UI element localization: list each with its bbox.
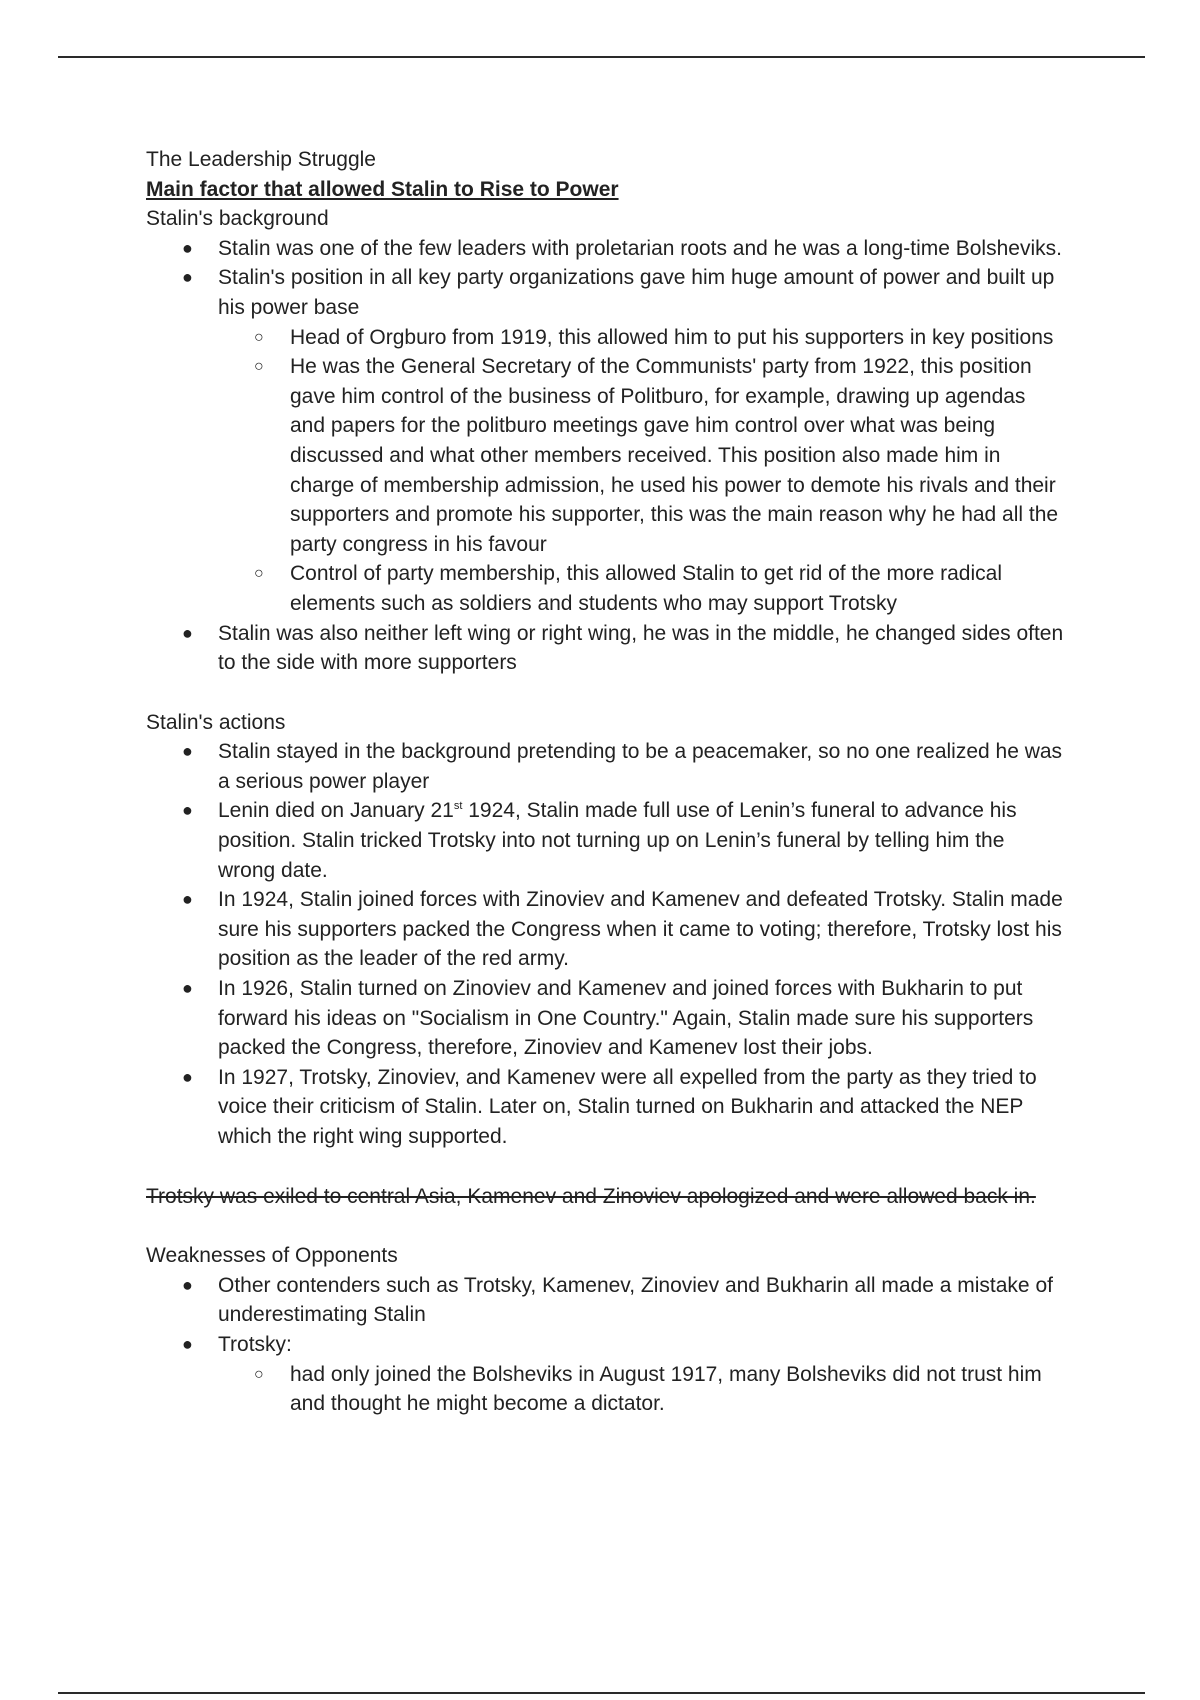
hollow-bullet-icon: ○ [254, 358, 264, 376]
hollow-bullet-icon: ○ [254, 1365, 264, 1383]
section-heading-actions: Stalin's actions [146, 710, 286, 734]
section-heading-weaknesses: Weaknesses of Opponents [146, 1244, 398, 1268]
document-body [146, 145, 1066, 1419]
document-title: The Leadership Struggle [146, 148, 376, 171]
section-heading-background: Stalin's background [146, 207, 329, 231]
list-item: ● Stalin stayed in the background pretending to be a peacemaker, so no one realized he was a serious power player [146, 737, 1066, 796]
bullet-icon: ● [182, 741, 193, 762]
bullet-icon: ● [182, 800, 193, 821]
spacer [146, 1211, 1066, 1241]
list-item: ● Trotsky: ○ had only joined the Bolsheviks in August 1917, many Bolsheviks did not trust him and thought he might become a dictator. [146, 1330, 1066, 1419]
list-item: ● Lenin died on January 21st 1924, Stalin made full use of Lenin’s funeral to advance his position. Stalin tricked Trotsky into not turning up on Lenin’s funeral by telling him the wrong date. [146, 796, 1066, 885]
actions-list [146, 737, 1066, 1151]
bullet-icon: ● [182, 1274, 193, 1295]
bullet-icon: ● [182, 267, 193, 288]
list-item: ● In 1926, Stalin turned on Zinoviev and Kamenev and joined forces with Bukharin to put forward his ideas on "Socialism in One Country." Again, Stalin made sure his supporters packed the Congress, therefore, Zinoviev and Kamenev lost their jobs. [146, 974, 1066, 1063]
bullet-icon: ● [182, 1066, 193, 1087]
list-item: ● Stalin was one of the few leaders with proletarian roots and he was a long-time Bolsheviks. [146, 234, 1066, 264]
bullet-icon: ● [182, 237, 193, 258]
page-footer-rule [58, 1692, 1145, 1694]
sublist-item: ○ had only joined the Bolsheviks in August 1917, many Bolsheviks did not trust him and thought he might become a dictator. [218, 1360, 1066, 1419]
weaknesses-sublist [218, 1360, 1066, 1419]
main-heading: Main factor that allowed Stalin to Rise to Power [146, 177, 619, 201]
bullet-icon: ● [182, 1333, 193, 1354]
bullet-icon: ● [182, 978, 193, 999]
list-item: ● Stalin's position in all key party organizations gave him huge amount of power and built up his power base ○ Head of Orgburo from 1919, this allowed him to put his supporters in key positions ○ He was the General Secretary of the Communists' party from 1922, this position gave him control of the business of Politburo, for example, drawing up agendas and papers for the politburo meetings gave him control over what was being discussed and what other members received. This position also made him in charge of membership admission, he used his power to demote his rivals and their supporters and promote his supporter, this was the main reason why he had all the party congress in his favour ○ Control of party membership, this allowed Stalin to get rid of the more radical elements such as soldiers and students who may support Trotsky [146, 263, 1066, 618]
list-item: ● Other contenders such as Trotsky, Kamenev, Zinoviev and Bukharin all made a mistake of underestimating Stalin [146, 1271, 1066, 1330]
list-item: ● In 1927, Trotsky, Zinoviev, and Kamenev were all expelled from the party as they tried to voice their criticism of Stalin. Later on, Stalin turned on Bukharin and attacked the NEP which the right wing supported. [146, 1063, 1066, 1152]
struck-through-paragraph: Trotsky was exiled to central Asia, Kamenev and Zinoviev apologized and were allowed back in. [146, 1184, 1036, 1208]
page-header-rule [58, 56, 1145, 58]
bullet-icon: ● [182, 889, 193, 910]
sublist-item: ○ Head of Orgburo from 1919, this allowed him to put his supporters in key positions [218, 323, 1066, 353]
sublist-item: ○ Control of party membership, this allowed Stalin to get rid of the more radical elements such as soldiers and students who may support Trotsky [218, 559, 1066, 618]
spacer [146, 1152, 1066, 1182]
weaknesses-list [146, 1271, 1066, 1419]
hollow-bullet-icon: ○ [254, 328, 264, 346]
list-item: ● In 1924, Stalin joined forces with Zinoviev and Kamenev and defeated Trotsky. Stalin made sure his supporters packed the Congress when it came to voting; therefore, Trotsky lost his position as the leader of the red army. [146, 885, 1066, 974]
list-item: ● Stalin was also neither left wing or right wing, he was in the middle, he changed sides often to the side with more supporters [146, 619, 1066, 678]
sublist-item: ○ He was the General Secretary of the Communists' party from 1922, this position gave him control of the business of Politburo, for example, drawing up agendas and papers for the politburo meetings gave him control over what was being discussed and what other members received. This position also made him in charge of membership admission, he used his power to demote his rivals and their supporters and promote his supporter, this was the main reason why he had all the party congress in his favour [218, 352, 1066, 559]
spacer [146, 678, 1066, 708]
bullet-icon: ● [182, 622, 193, 643]
background-list [146, 234, 1066, 678]
hollow-bullet-icon: ○ [254, 565, 264, 583]
background-sublist [218, 323, 1066, 619]
